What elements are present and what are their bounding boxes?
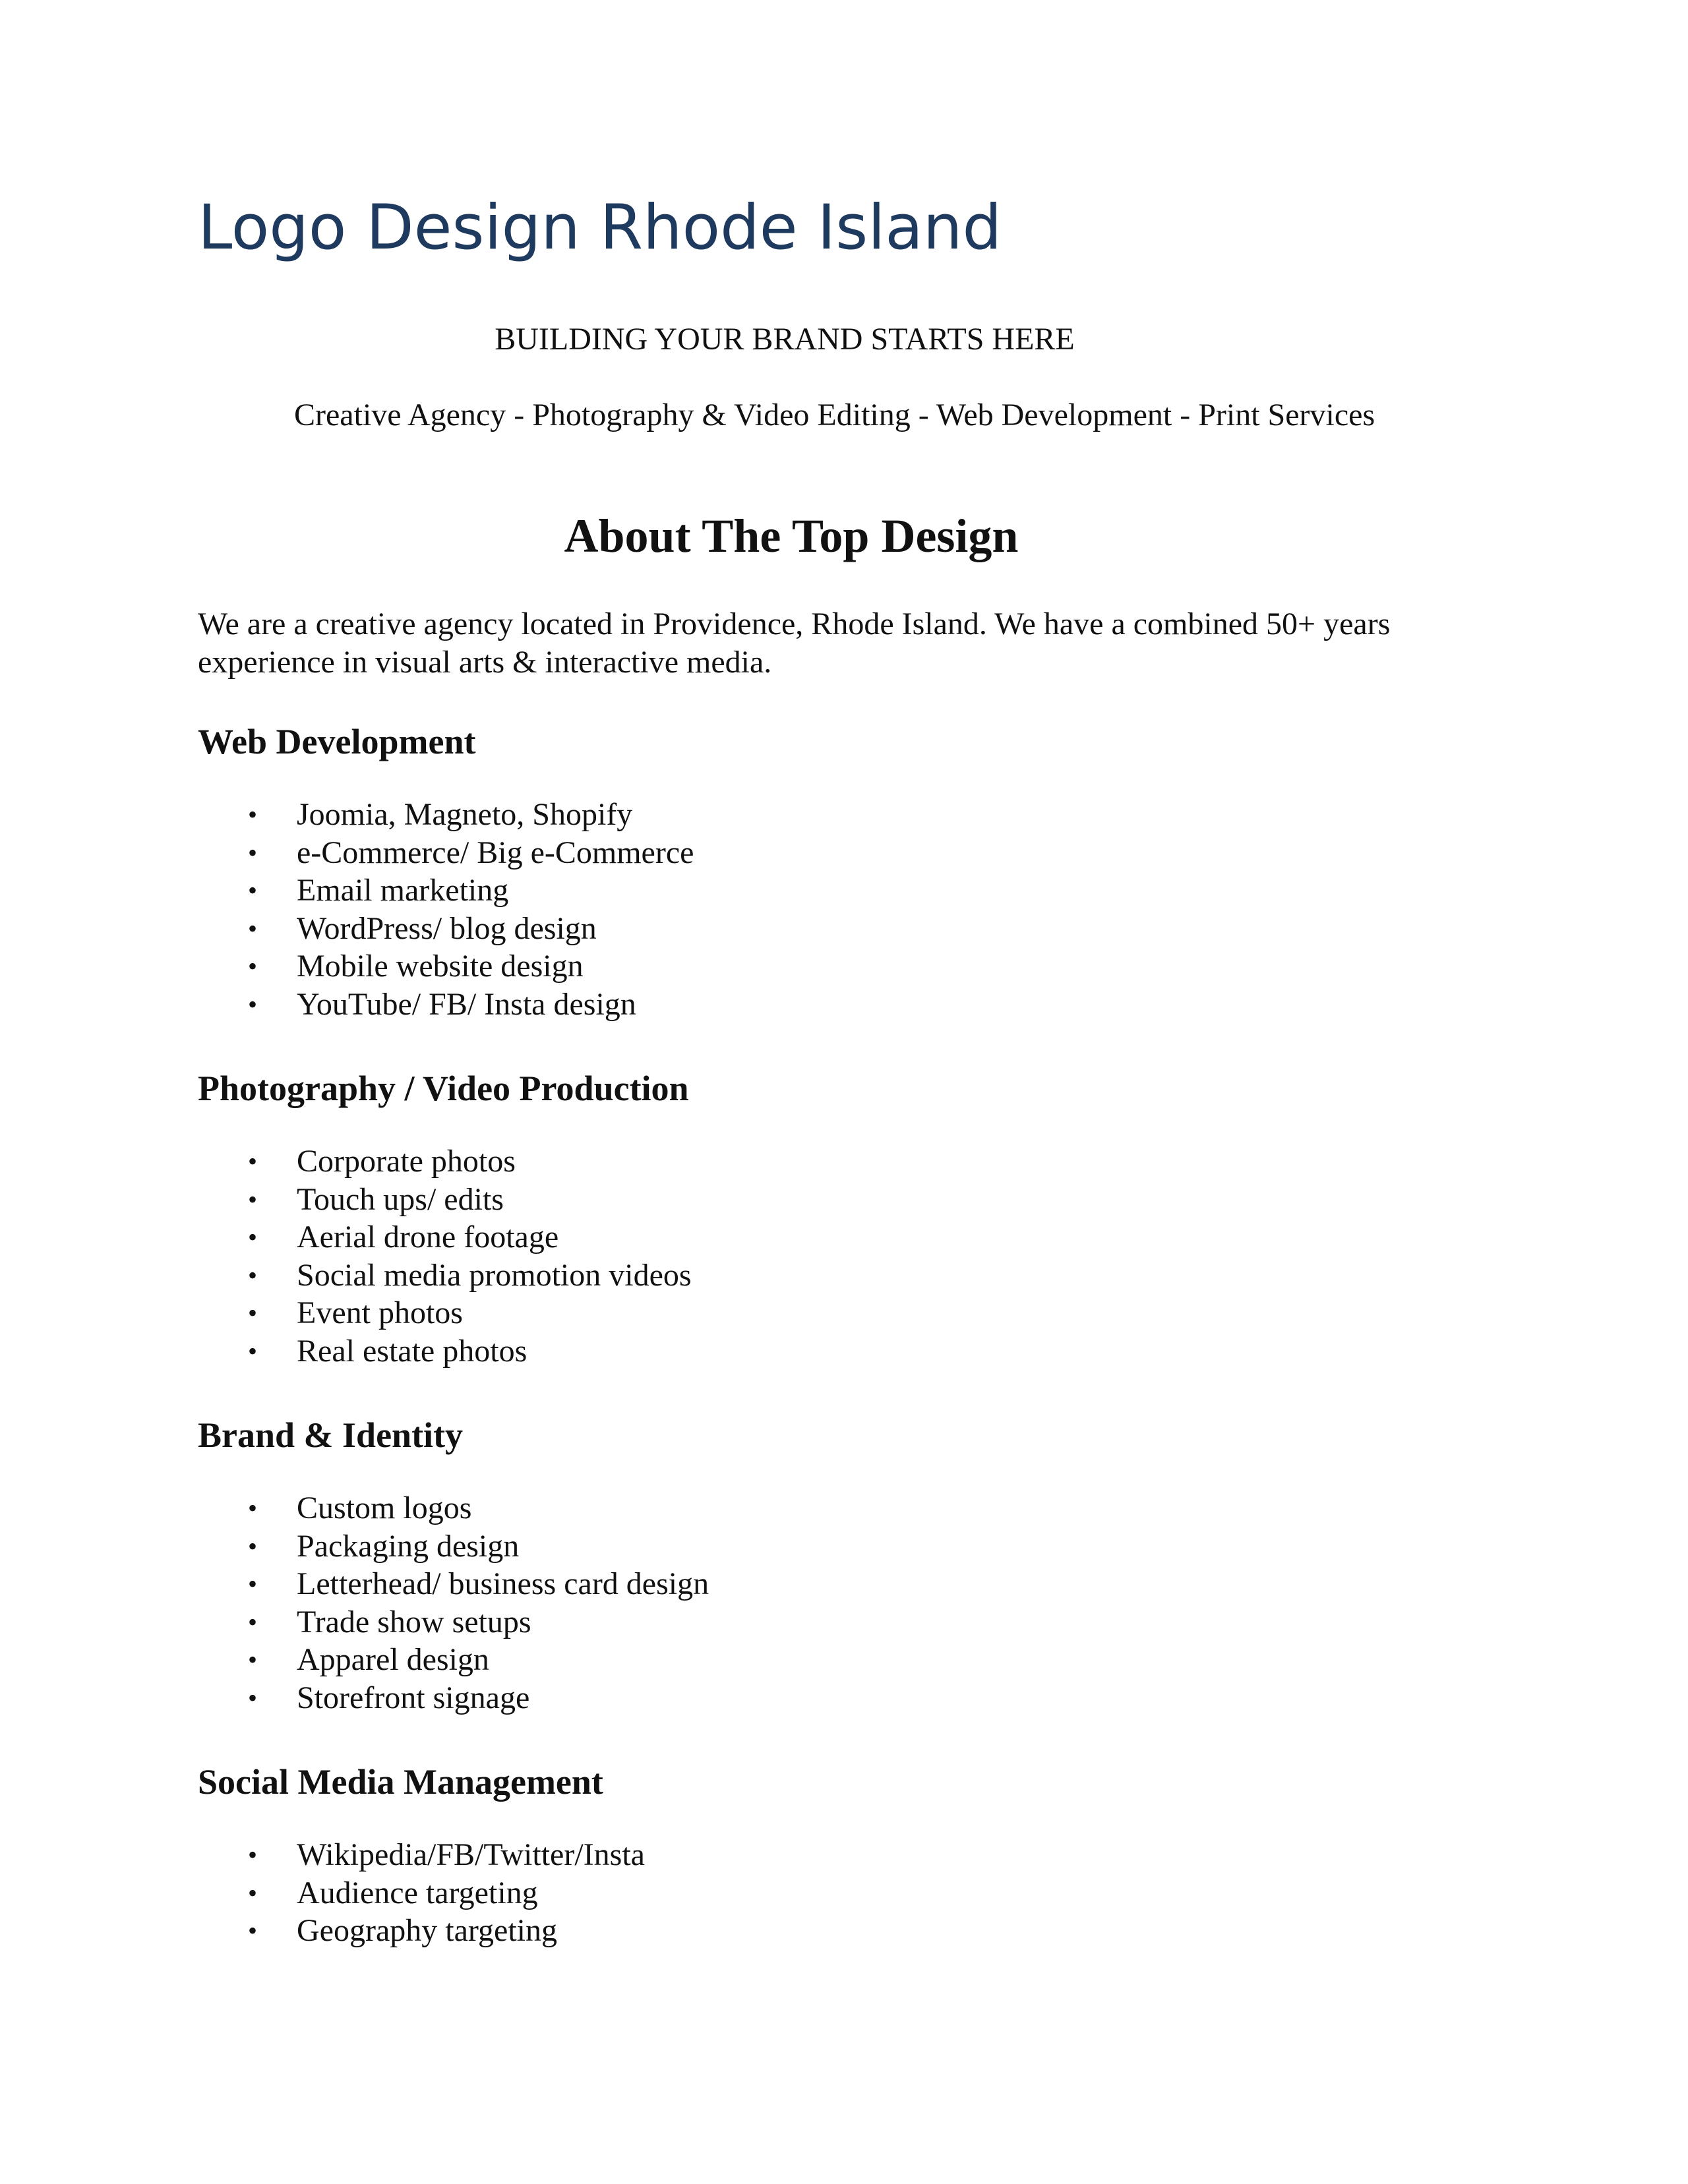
list-item — [198, 1332, 1490, 1371]
list-item — [198, 1874, 1490, 1912]
list-item — [198, 1294, 1490, 1332]
list-item — [198, 1836, 1490, 1874]
bullet-icon: • — [248, 1298, 258, 1328]
bullet-icon: • — [248, 1146, 258, 1176]
list-item — [198, 986, 1490, 1024]
section-web-development — [198, 721, 1490, 1023]
list-item-text: Packaging design — [297, 1528, 520, 1564]
list-item-text: Social media promotion videos — [297, 1257, 692, 1293]
list-item-text: Wikipedia/FB/Twitter/Insta — [297, 1837, 645, 1872]
list-item — [198, 834, 1490, 872]
bullet-icon: • — [248, 1840, 258, 1870]
list-item — [198, 871, 1490, 910]
list-item-text: YouTube/ FB/ Insta design — [297, 986, 636, 1022]
bullet-icon: • — [248, 989, 258, 1019]
list-item-text: Audience targeting — [297, 1875, 538, 1910]
section-heading: Social Media Management — [198, 1762, 603, 1802]
bullet-icon: • — [248, 1222, 258, 1252]
document-title: Logo Design Rhode Island — [198, 192, 1002, 264]
bullet-list — [198, 796, 1490, 1023]
bullet-list — [198, 1836, 1490, 1950]
list-item — [198, 1527, 1490, 1566]
bullet-icon: • — [248, 800, 258, 829]
bullet-icon: • — [248, 951, 258, 981]
list-item — [198, 1142, 1490, 1181]
list-item — [198, 1603, 1490, 1641]
list-item — [198, 796, 1490, 834]
section-brand-identity — [198, 1414, 1490, 1717]
list-item — [198, 1912, 1490, 1950]
list-item-text: Letterhead/ business card design — [297, 1566, 709, 1601]
list-item — [198, 1218, 1490, 1256]
list-item-text: Custom logos — [297, 1490, 472, 1525]
list-item-text: Geography targeting — [297, 1913, 557, 1948]
bullet-icon: • — [248, 1260, 258, 1290]
list-item — [198, 910, 1490, 948]
list-item-text: Corporate photos — [297, 1144, 516, 1179]
bullet-icon: • — [248, 837, 258, 868]
about-heading: About The Top Design — [564, 510, 1019, 562]
bullet-icon: • — [248, 1336, 258, 1366]
list-item-text: Apparel design — [297, 1642, 489, 1677]
bullet-icon: • — [248, 1493, 258, 1523]
section-heading: Web Development — [198, 722, 476, 761]
list-item — [198, 1489, 1490, 1527]
list-item — [198, 947, 1490, 986]
bullet-list — [198, 1489, 1490, 1717]
tagline: BUILDING YOUR BRAND STARTS HERE — [495, 322, 1075, 357]
section-social-media-management — [198, 1761, 1490, 1950]
list-item-text: Event photos — [297, 1295, 463, 1330]
services-line: Creative Agency - Photography & Video Editing - Web Development - Print Services — [294, 398, 1375, 432]
list-item-text: Email marketing — [297, 873, 509, 908]
list-item — [198, 1641, 1490, 1679]
intro-paragraph: We are a creative agency located in Providence, Rhode Island. We have a combined 50+ years experience in visual arts & interactive media. — [198, 606, 1391, 680]
bullet-icon: • — [248, 1916, 258, 1945]
list-item-text: Touch ups/ edits — [297, 1181, 504, 1217]
bullet-icon: • — [248, 913, 258, 943]
bullet-icon: • — [248, 875, 258, 905]
list-item-text: e-Commerce/ Big e-Commerce — [297, 835, 694, 870]
list-item — [198, 1565, 1490, 1603]
bullet-list — [198, 1142, 1490, 1370]
section-heading: Brand & Identity — [198, 1415, 464, 1455]
bullet-icon: • — [248, 1184, 258, 1214]
list-item-text: Mobile website design — [297, 949, 584, 984]
bullet-icon: • — [248, 1531, 258, 1561]
list-item-text: Real estate photos — [297, 1333, 528, 1369]
list-item-text: Aerial drone footage — [297, 1220, 559, 1254]
list-item — [198, 1679, 1490, 1717]
list-item-text: Trade show setups — [297, 1604, 531, 1639]
list-item-text: Joomia, Magneto, Shopify — [297, 797, 633, 832]
list-item — [198, 1256, 1490, 1295]
bullet-icon: • — [248, 1682, 258, 1713]
section-photography-video — [198, 1067, 1490, 1370]
bullet-icon: • — [248, 1645, 258, 1674]
bullet-icon: • — [248, 1877, 258, 1908]
bullet-icon: • — [248, 1607, 258, 1637]
list-item-text: Storefront signage — [297, 1680, 530, 1715]
section-heading: Photography / Video Production — [198, 1069, 689, 1108]
list-item — [198, 1181, 1490, 1219]
list-item-text: WordPress/ blog design — [297, 910, 597, 946]
bullet-icon: • — [248, 1569, 258, 1599]
